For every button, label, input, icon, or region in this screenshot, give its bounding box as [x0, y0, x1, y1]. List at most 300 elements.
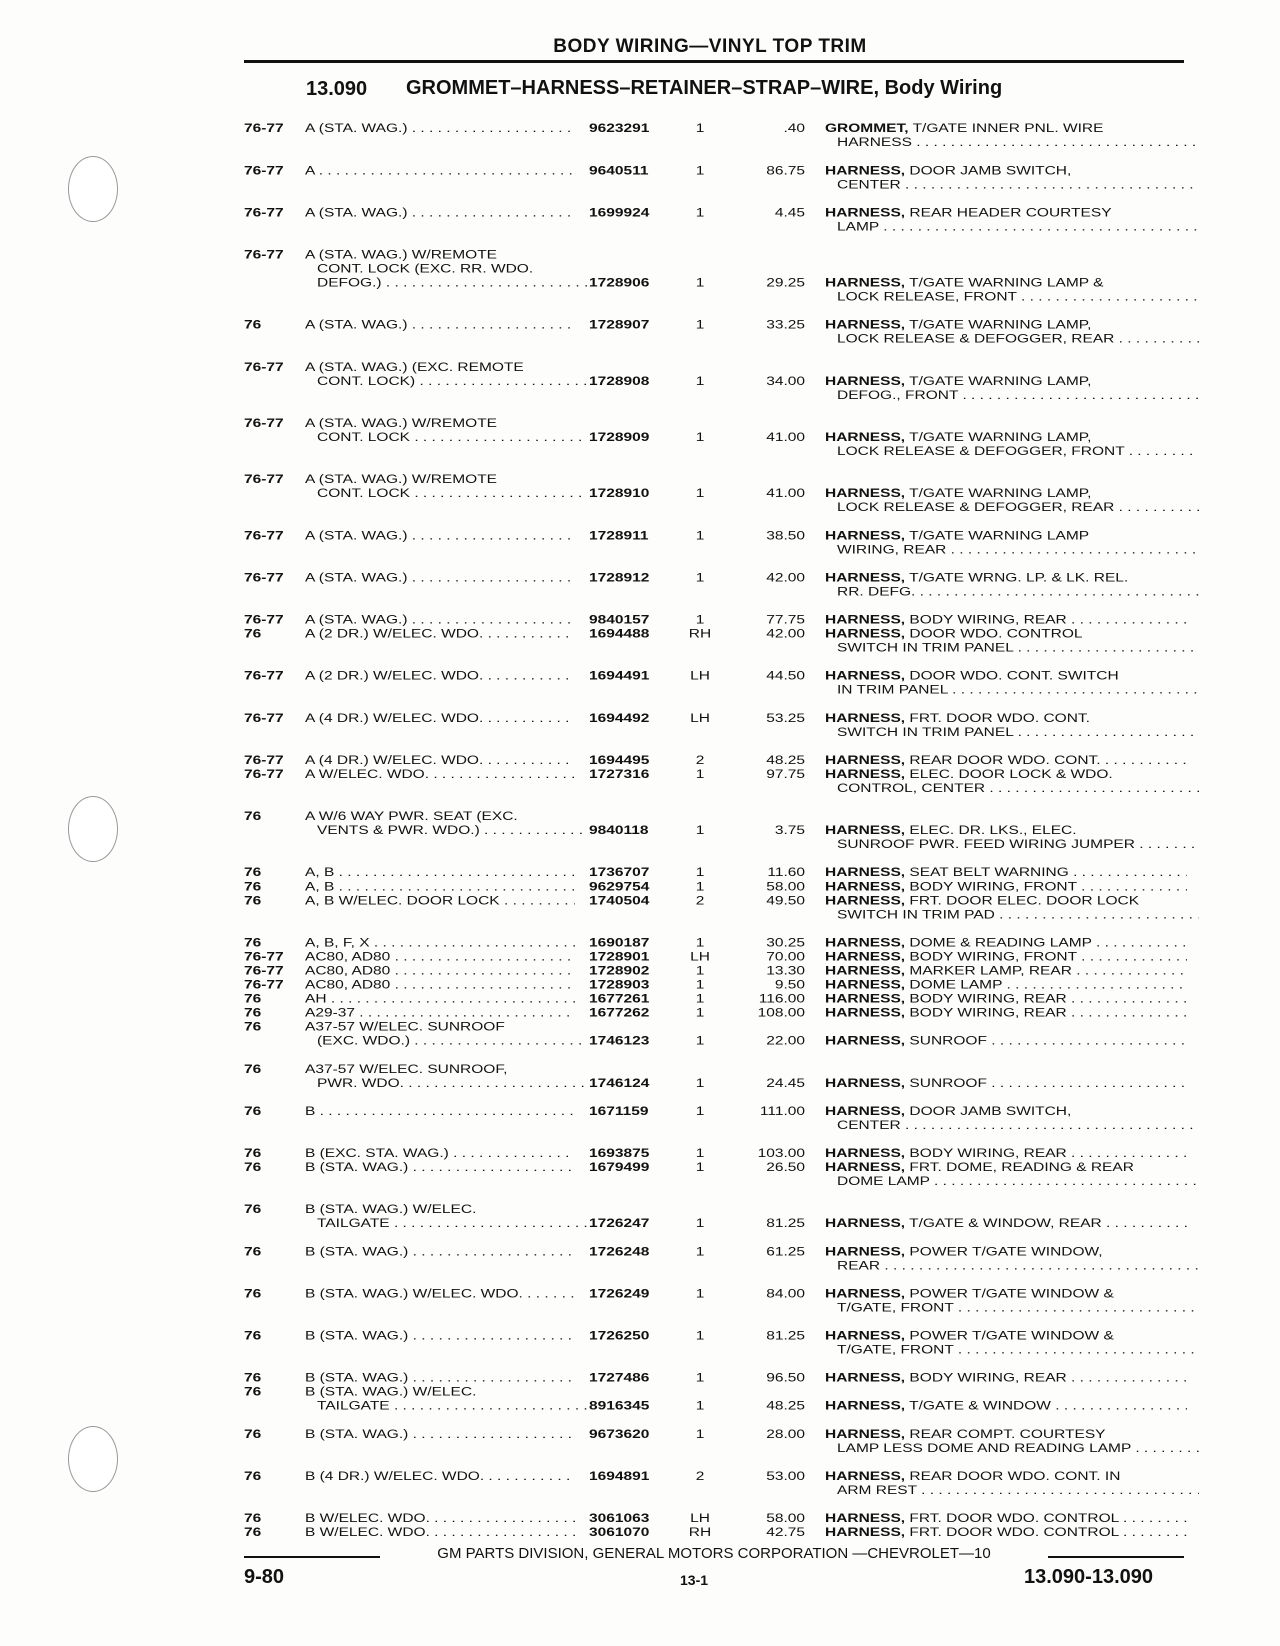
quantity: 1	[695, 374, 705, 388]
model-year: 76-77	[244, 613, 284, 627]
application: VENTS & PWR. WDO.) . . .	[305, 824, 587, 838]
application: A (STA. WAG.) . . .	[305, 613, 575, 627]
quantity: LH	[690, 711, 710, 725]
model-year: 76	[244, 1525, 262, 1540]
price: 58.00	[766, 1511, 805, 1526]
quantity: 1	[695, 164, 705, 178]
application: B (STA. WAG.) W/ELEC.	[305, 1203, 477, 1217]
description-text: DOME LAMP . . .	[825, 1175, 1199, 1189]
part-number: 1728910	[589, 487, 650, 501]
part-number: 1726249	[589, 1287, 650, 1301]
quantity: 1	[695, 823, 705, 838]
table-row	[0, 206, 1280, 234]
application: A (STA. WAG.) W/REMOTE	[305, 472, 498, 487]
part-name: HARNESS,	[825, 206, 906, 220]
quantity: 1	[695, 529, 705, 543]
part-number: 3061063	[589, 1511, 650, 1526]
description	[825, 950, 1187, 964]
quantity: 1	[695, 1006, 705, 1020]
application: B (4 DR.) W/ELEC. WDO. . . .	[305, 1470, 575, 1484]
part-number: 1726248	[589, 1245, 650, 1259]
application: CONT. LOCK) . . .	[305, 375, 587, 389]
description-text: LOCK RELEASE & DEFOGGER, FRONT . . .	[825, 445, 1199, 459]
description-text: WIRING, REAR . . .	[825, 543, 1199, 557]
part-name: HARNESS,	[825, 1034, 906, 1048]
quantity: RH	[688, 1525, 712, 1540]
description	[825, 866, 1187, 880]
description-text: DOME LAMP	[909, 978, 1003, 992]
section-title: GROMMET–HARNESS–RETAINER–STRAP–WIRE, Body Wiring	[406, 77, 1003, 99]
description-text: T/GATE WARNING LAMP,	[909, 487, 1092, 501]
description	[825, 964, 1187, 978]
price: 26.50	[766, 1160, 805, 1175]
description	[825, 164, 1187, 178]
quantity: 1	[695, 1076, 705, 1090]
footer-section-range: 13.090-13.090	[1024, 1566, 1154, 1588]
quantity: 1	[695, 613, 705, 627]
description-text: BODY WIRING, REAR	[909, 1371, 1067, 1385]
description-text: T/GATE WARNING LAMP,	[909, 318, 1092, 332]
part-name: HARNESS,	[825, 964, 906, 978]
price: 33.25	[766, 318, 805, 332]
model-year: 76	[244, 936, 262, 950]
part-number: 1679499	[589, 1160, 650, 1175]
table-row	[0, 712, 1280, 740]
table-row	[0, 1470, 1280, 1498]
description	[825, 712, 1187, 726]
application: B (STA. WAG.) . . .	[305, 1372, 575, 1386]
description	[825, 613, 1187, 627]
application: B (STA. WAG.) . . .	[305, 1245, 575, 1259]
price: 84.00	[766, 1287, 805, 1301]
part-name: HARNESS,	[825, 823, 906, 838]
part-number: 1694495	[589, 753, 650, 768]
price: 96.50	[766, 1371, 805, 1385]
part-name: HARNESS,	[825, 487, 906, 501]
table-row	[0, 866, 1280, 880]
price: 70.00	[766, 950, 805, 964]
part-name: HARNESS,	[825, 571, 906, 585]
price: 111.00	[759, 1104, 805, 1119]
price: 34.00	[766, 374, 805, 388]
description-text: IN TRIM PANEL . . .	[825, 684, 1199, 698]
part-name: HARNESS,	[825, 1006, 906, 1020]
part-number: 1694492	[589, 711, 650, 725]
part-name: HARNESS,	[825, 1371, 906, 1385]
application: DEFOG.) . . .	[305, 276, 587, 290]
description	[825, 824, 1187, 838]
description-text: FRT. DOOR WDO. CONT.	[909, 711, 1090, 725]
description-text: SUNROOF	[909, 1076, 987, 1090]
table-row	[0, 936, 1280, 950]
description	[825, 627, 1187, 641]
description-text: REAR HEADER COURTESY	[909, 206, 1112, 220]
application: A (2 DR.) W/ELEC. WDO. . . .	[305, 670, 575, 684]
table-row	[0, 473, 1280, 515]
description-text: LOCK RELEASE, FRONT . . .	[825, 290, 1199, 304]
table-row	[0, 978, 1280, 992]
part-number: 1736707	[589, 866, 650, 880]
quantity: 1	[695, 964, 705, 978]
part-number: 9673620	[589, 1427, 650, 1441]
application: A, B, F, X . . .	[305, 936, 575, 950]
table-row	[0, 768, 1280, 796]
model-year: 76	[244, 627, 262, 641]
description	[825, 1400, 1187, 1414]
part-name: HARNESS,	[825, 992, 906, 1006]
description-text: T/GATE, FRONT . . .	[825, 1343, 1199, 1357]
description-text: DOOR JAMB SWITCH,	[909, 1104, 1072, 1119]
model-year: 76	[244, 1427, 262, 1441]
part-number: 1746123	[589, 1034, 650, 1048]
quantity: 2	[695, 1469, 705, 1484]
model-year: 76-77	[244, 206, 284, 220]
description-text: HARNESS . . .	[825, 136, 1199, 150]
description	[825, 1329, 1187, 1343]
application: TAILGATE . . .	[305, 1400, 587, 1414]
model-year: 76	[244, 1511, 262, 1526]
description-text: LAMP LESS DOME AND READING LAMP . . .	[825, 1442, 1199, 1456]
table-row	[0, 1021, 1280, 1049]
part-number: 1728909	[589, 430, 650, 445]
description-text: FRT. DOOR WDO. CONTROL	[909, 1511, 1119, 1526]
table-row	[0, 964, 1280, 978]
description-text: SWITCH IN TRIM PAD . . .	[825, 908, 1199, 922]
model-year: 76	[244, 1160, 262, 1175]
description-text: REAR DOOR WDO. CONT.	[909, 753, 1101, 768]
quantity: 1	[695, 1034, 705, 1048]
part-number: 1694491	[589, 669, 650, 683]
table-row	[0, 627, 1280, 655]
description-text: DOME & READING LAMP	[909, 936, 1092, 950]
part-name: HARNESS,	[825, 1245, 906, 1259]
price: 48.25	[766, 1399, 805, 1413]
part-name: HARNESS,	[825, 1427, 906, 1441]
part-number: 1677262	[589, 1006, 650, 1020]
description-text: DEFOG., FRONT . . .	[825, 389, 1199, 403]
model-year: 76-77	[244, 950, 284, 964]
description-text: ARM REST . . .	[825, 1484, 1199, 1498]
description-text: LOCK RELEASE & DEFOGGER, REAR . . .	[825, 333, 1199, 347]
model-year: 76	[244, 1371, 262, 1385]
model-year: 76-77	[244, 360, 284, 374]
description	[825, 1512, 1187, 1526]
price: .40	[783, 122, 805, 136]
part-number: 1727316	[589, 767, 650, 782]
price: 97.75	[766, 767, 805, 782]
application: AH . . .	[305, 992, 575, 1006]
table-row	[0, 1372, 1280, 1386]
part-name: HARNESS,	[825, 894, 906, 908]
model-year: 76	[244, 1245, 262, 1259]
part-name: HARNESS,	[825, 711, 906, 725]
table-row	[0, 1512, 1280, 1526]
model-year: 76-77	[244, 571, 284, 585]
table-row	[0, 894, 1280, 922]
section-number: 13.090	[306, 78, 368, 100]
part-number: 1694891	[589, 1469, 650, 1484]
part-name: HARNESS,	[825, 1399, 906, 1413]
part-number: 1728908	[589, 374, 650, 388]
description-text: BODY WIRING, REAR	[909, 1146, 1067, 1161]
price: 116.00	[758, 992, 805, 1006]
application: B (STA. WAG.) . . .	[305, 1428, 575, 1442]
description-text: DOOR WDO. CONTROL	[909, 627, 1083, 641]
description-text: FRT. DOOR WDO. CONTROL	[909, 1525, 1119, 1540]
description-text: T/GATE WARNING LAMP,	[909, 430, 1092, 445]
part-number: 1740504	[589, 894, 650, 908]
part-number: 1728911	[589, 529, 649, 543]
part-name: HARNESS,	[825, 1329, 906, 1343]
price: 81.25	[766, 1329, 805, 1343]
description-text: FRT. DOOR ELEC. DOOR LOCK	[909, 894, 1140, 908]
model-year: 76-77	[244, 529, 284, 543]
part-name: HARNESS,	[825, 1469, 906, 1484]
model-year: 76-77	[244, 122, 284, 136]
header-rule	[244, 60, 1184, 63]
description	[825, 936, 1187, 950]
quantity: 1	[695, 1245, 705, 1259]
price: 86.75	[766, 164, 805, 178]
model-year: 76	[244, 894, 262, 908]
table-row	[0, 571, 1280, 599]
table-row	[0, 1203, 1280, 1231]
part-name: HARNESS,	[825, 753, 906, 768]
description-text: CENTER . . .	[825, 178, 1199, 192]
model-year: 76	[244, 866, 262, 880]
quantity: 1	[695, 1287, 705, 1301]
price: 77.75	[766, 613, 805, 627]
table-row	[0, 1105, 1280, 1133]
price: 28.00	[766, 1427, 805, 1441]
description-text: REAR DOOR WDO. CONT. IN	[909, 1469, 1121, 1484]
part-name: HARNESS,	[825, 430, 906, 445]
description-text: ELEC. DR. LKS., ELEC.	[909, 823, 1077, 838]
part-number: 9840118	[589, 823, 649, 838]
model-year: 76-77	[244, 248, 284, 262]
footer-page-number: 13-1	[680, 1572, 709, 1588]
application: A W/ELEC. WDO. . . .	[305, 768, 575, 782]
quantity: 1	[695, 430, 705, 445]
price: 9.50	[774, 978, 805, 992]
part-number: 1728902	[589, 964, 650, 978]
price: 41.00	[766, 487, 805, 501]
part-number: 1728906	[589, 276, 650, 290]
table-row	[0, 950, 1280, 964]
model-year: 76	[244, 1385, 262, 1399]
table-row	[0, 361, 1280, 403]
table-row	[0, 1063, 1280, 1091]
description	[825, 1161, 1187, 1175]
description	[825, 1372, 1187, 1386]
quantity: 2	[695, 894, 705, 908]
application: (EXC. WDO.) . . .	[305, 1035, 587, 1049]
description	[825, 670, 1187, 684]
quantity: LH	[690, 669, 710, 683]
model-year: 76-77	[244, 669, 284, 683]
description	[825, 122, 1187, 136]
part-number: 9623291	[589, 122, 650, 136]
description	[825, 1470, 1187, 1484]
application: B (STA. WAG.) . . .	[305, 1329, 575, 1343]
part-name: HARNESS,	[825, 866, 906, 880]
application: AC80, AD80 . . .	[305, 964, 575, 978]
model-year: 76	[244, 1203, 262, 1217]
model-year: 76	[244, 809, 262, 824]
price: 11.60	[767, 866, 805, 880]
quantity: 1	[695, 767, 705, 782]
table-row	[0, 1428, 1280, 1456]
description	[825, 1147, 1187, 1161]
application: CONT. LOCK . . .	[305, 431, 587, 445]
model-year: 76-77	[244, 164, 284, 178]
part-number: 8916345	[589, 1399, 650, 1413]
price: 58.00	[766, 880, 805, 894]
part-number: 9640511	[589, 164, 649, 178]
model-year: 76-77	[244, 416, 284, 431]
part-name: HARNESS,	[825, 1217, 906, 1231]
part-number: 3061070	[589, 1525, 650, 1540]
application: B (STA. WAG.) W/ELEC. WDO. . . .	[305, 1287, 575, 1301]
description-text: POWER T/GATE WINDOW &	[909, 1329, 1114, 1343]
quantity: RH	[688, 627, 712, 641]
description-text: SUNROOF PWR. FEED WIRING JUMPER . . .	[825, 838, 1199, 852]
description-text: T/GATE, FRONT . . .	[825, 1301, 1199, 1315]
quantity: 1	[695, 122, 705, 136]
table-row	[0, 670, 1280, 698]
model-year: 76	[244, 1006, 262, 1020]
quantity: 1	[695, 1399, 705, 1413]
description-text: SEAT BELT WARNING	[909, 866, 1069, 880]
model-year: 76	[244, 1469, 262, 1484]
application: TAILGATE . . .	[305, 1217, 587, 1231]
part-number: 1677261	[589, 992, 650, 1006]
price: 24.45	[766, 1076, 805, 1090]
model-year: 76-77	[244, 767, 284, 782]
part-name: HARNESS,	[825, 767, 906, 782]
description-text: SWITCH IN TRIM PANEL . . .	[825, 641, 1199, 655]
application: A37-57 W/ELEC. SUNROOF	[305, 1020, 505, 1034]
table-row	[0, 1006, 1280, 1020]
application: A (2 DR.) W/ELEC. WDO. . . .	[305, 627, 575, 641]
quantity: LH	[690, 1511, 710, 1526]
quantity: 1	[695, 1217, 705, 1231]
price: 49.50	[766, 894, 805, 908]
description-text: FRT. DOME, READING & REAR	[909, 1160, 1134, 1175]
part-name: HARNESS,	[825, 1146, 906, 1161]
quantity: 1	[695, 978, 705, 992]
application: B (STA. WAG.) . . .	[305, 1161, 575, 1175]
description-text: CENTER . . .	[825, 1119, 1199, 1133]
application: A (4 DR.) W/ELEC. WDO. . . .	[305, 754, 575, 768]
price: 29.25	[766, 276, 805, 290]
price: 4.45	[774, 206, 805, 220]
part-name: HARNESS,	[825, 1160, 906, 1175]
model-year: 76	[244, 880, 262, 894]
application: B . . .	[305, 1105, 575, 1119]
description	[825, 880, 1187, 894]
table-row	[0, 613, 1280, 627]
price: 103.00	[757, 1146, 805, 1161]
description-text: LOCK RELEASE & DEFOGGER, REAR . . .	[825, 501, 1199, 515]
part-number: 1728907	[589, 318, 650, 332]
model-year: 76	[244, 992, 262, 1006]
footer-date: 9-80	[244, 1566, 285, 1588]
part-name: HARNESS,	[825, 627, 906, 641]
price: 42.75	[766, 1525, 805, 1540]
model-year: 76	[244, 1329, 262, 1343]
model-year: 76	[244, 1104, 262, 1119]
description-text: T/GATE WARNING LAMP &	[909, 276, 1104, 290]
part-number: 9840157	[589, 613, 650, 627]
quantity: LH	[690, 950, 710, 964]
price: 48.25	[766, 753, 805, 768]
table-row	[0, 1287, 1280, 1315]
price: 53.25	[766, 711, 805, 725]
description	[825, 1006, 1187, 1020]
description-text: BODY WIRING, REAR	[909, 1006, 1067, 1020]
description-text: LAMP . . .	[825, 220, 1199, 234]
description-text: POWER T/GATE WINDOW,	[909, 1245, 1103, 1259]
application: A (STA. WAG.) . . .	[305, 319, 575, 333]
table-row	[0, 810, 1280, 852]
quantity: 1	[695, 487, 705, 501]
price: 13.30	[766, 964, 805, 978]
model-year: 76	[244, 318, 262, 332]
table-row	[0, 1526, 1280, 1540]
description-text: T/GATE WRNG. LP. & LK. REL.	[909, 571, 1129, 585]
application: A . . .	[305, 164, 575, 178]
description-text: ELEC. DOOR LOCK & WDO.	[909, 767, 1113, 782]
description	[825, 375, 1187, 389]
part-number: 1690187	[589, 936, 650, 950]
description	[825, 431, 1187, 445]
page-title: BODY WIRING—VINYL TOP TRIM	[553, 36, 867, 57]
part-name: HARNESS,	[825, 529, 906, 543]
price: 22.00	[766, 1034, 805, 1048]
quantity: 2	[695, 753, 705, 768]
description-text: T/GATE WARNING LAMP	[909, 529, 1090, 543]
part-name: HARNESS,	[825, 1076, 906, 1090]
part-number: 1726250	[589, 1329, 650, 1343]
footer-publisher: GM PARTS DIVISION, GENERAL MOTORS CORPORATION —CHEVROLET—10	[437, 1545, 991, 1562]
model-year: 76	[244, 1146, 262, 1161]
part-name: HARNESS,	[825, 669, 906, 683]
model-year: 76-77	[244, 472, 284, 487]
application: A (STA. WAG.) . . .	[305, 571, 575, 585]
price: 44.50	[766, 669, 805, 683]
description	[825, 529, 1187, 543]
quantity: 1	[695, 318, 705, 332]
table-row	[0, 248, 1280, 304]
description	[825, 206, 1187, 220]
table-row	[0, 880, 1280, 894]
price: 30.25	[766, 936, 805, 950]
description-text: T/GATE WARNING LAMP,	[909, 374, 1092, 388]
application: B (STA. WAG.) W/ELEC.	[305, 1385, 477, 1399]
application: B (EXC. STA. WAG.) . . .	[305, 1147, 575, 1161]
price: 81.25	[766, 1217, 805, 1231]
table-row	[0, 1386, 1280, 1414]
description	[825, 894, 1187, 908]
quantity: 1	[695, 1146, 705, 1161]
model-year: 76	[244, 1062, 262, 1076]
model-year: 76-77	[244, 964, 284, 978]
quantity: 1	[695, 1427, 705, 1441]
part-number: 9629754	[589, 880, 650, 894]
application: A (4 DR.) W/ELEC. WDO. . . .	[305, 712, 575, 726]
part-name: HARNESS,	[825, 978, 906, 992]
